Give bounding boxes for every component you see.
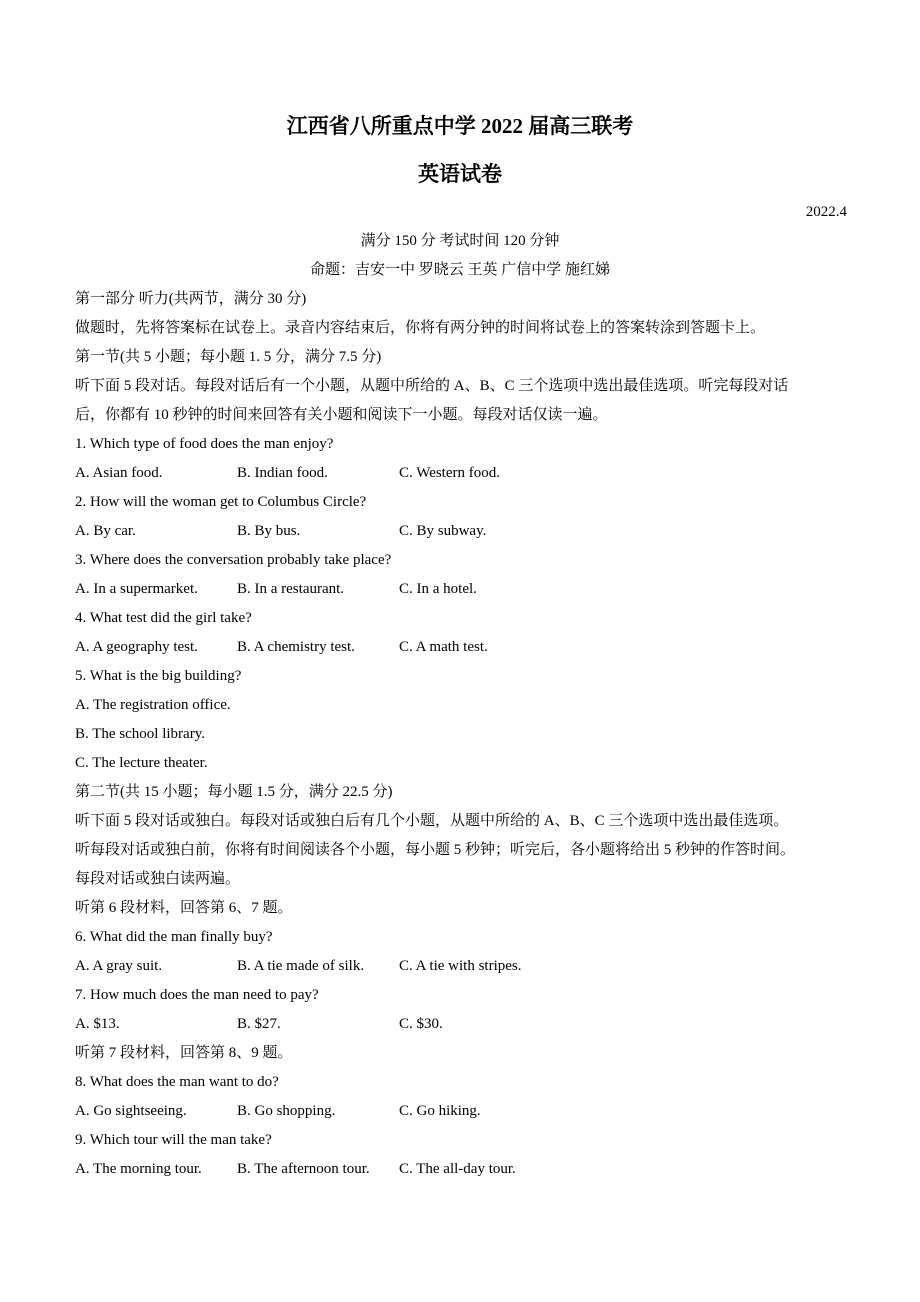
q8-option-a: A. Go sightseeing. bbox=[75, 1103, 187, 1119]
section1-heading: 第一节(共 5 小题；每小题 1. 5 分，满分 7.5 分) bbox=[75, 349, 382, 365]
section2-instruction-2: 听每段对话或独白前，你将有时间阅读各个小题，每小题 5 秒钟；听完后，各小题将给出 5 秒钟的作答时间。 bbox=[75, 842, 796, 858]
question-2: 2. How will the woman get to Columbus Circle? bbox=[75, 494, 367, 510]
question-9: 9. Which tour will the man take? bbox=[75, 1132, 272, 1148]
q8-option-c: C. Go hiking. bbox=[399, 1103, 481, 1119]
q6-option-a: A. A gray suit. bbox=[75, 958, 163, 974]
material-6-note: 听第 6 段材料，回答第 6、7 题。 bbox=[75, 900, 293, 916]
q9-option-c: C. The all-day tour. bbox=[399, 1161, 516, 1177]
section1-instruction-2: 后，你都有 10 秒钟的时间来回答有关小题和阅读下一小题。每段对话仅读一遍。 bbox=[75, 407, 608, 423]
q3-option-c: C. In a hotel. bbox=[399, 581, 477, 597]
q1-option-c: C. Western food. bbox=[399, 465, 501, 481]
part1-instruction: 做题时，先将答案标在试卷上。录音内容结束后，你将有两分钟的时间将试卷上的答案转涂到答题卡上。 bbox=[75, 320, 766, 336]
exam-date: 2022.4 bbox=[805, 204, 847, 220]
q9-option-b: B. The afternoon tour. bbox=[237, 1161, 370, 1177]
exam-title: 江西省八所重点中学 2022 届高三联考 bbox=[286, 114, 634, 138]
section2-instruction-3: 每段对话或独白读两遍。 bbox=[75, 871, 241, 887]
question-4: 4. What test did the girl take? bbox=[75, 610, 252, 626]
q8-option-b: B. Go shopping. bbox=[237, 1103, 336, 1119]
q5-option-a: A. The registration office. bbox=[75, 697, 231, 713]
question-3: 3. Where does the conversation probably take place? bbox=[75, 552, 392, 568]
question-8: 8. What does the man want to do? bbox=[75, 1074, 279, 1090]
authors: 命题：吉安一中 罗晓云 王英 广信中学 施红娣 bbox=[309, 262, 610, 278]
q2-option-c: C. By subway. bbox=[399, 523, 487, 539]
q2-option-b: B. By bus. bbox=[237, 523, 301, 539]
material-7-note: 听第 7 段材料，回答第 8、9 题。 bbox=[75, 1045, 293, 1061]
q3-option-a: A. In a supermarket. bbox=[75, 581, 198, 597]
q6-option-c: C. A tie with stripes. bbox=[399, 958, 522, 974]
score-time: 满分 150 分 考试时间 120 分钟 bbox=[360, 233, 560, 249]
question-7: 7. How much does the man need to pay? bbox=[75, 987, 319, 1003]
subject-title: 英语试卷 bbox=[418, 162, 502, 186]
q4-option-b: B. A chemistry test. bbox=[237, 639, 355, 655]
question-1: 1. Which type of food does the man enjoy? bbox=[75, 436, 334, 452]
q7-option-a: A. $13. bbox=[75, 1016, 120, 1032]
q7-option-c: C. $30. bbox=[399, 1016, 443, 1032]
q6-option-b: B. A tie made of silk. bbox=[237, 958, 365, 974]
q1-option-a: A. Asian food. bbox=[75, 465, 163, 481]
question-6: 6. What did the man finally buy? bbox=[75, 929, 273, 945]
q9-option-a: A. The morning tour. bbox=[75, 1161, 202, 1177]
q1-option-b: B. Indian food. bbox=[237, 465, 328, 481]
q4-option-c: C. A math test. bbox=[399, 639, 488, 655]
q5-option-b: B. The school library. bbox=[75, 726, 205, 742]
q4-option-a: A. A geography test. bbox=[75, 639, 198, 655]
section2-instruction-1: 听下面 5 段对话或独白。每段对话或独白后有几个小题，从题中所给的 A、B、C 三个选项中选出最佳选项。 bbox=[75, 813, 789, 829]
q2-option-a: A. By car. bbox=[75, 523, 136, 539]
section2-heading: 第二节(共 15 小题；每小题 1.5 分，满分 22.5 分) bbox=[75, 784, 393, 800]
q5-option-c: C. The lecture theater. bbox=[75, 755, 208, 771]
q3-option-b: B. In a restaurant. bbox=[237, 581, 345, 597]
q7-option-b: B. $27. bbox=[237, 1016, 281, 1032]
part1-heading: 第一部分 听力(共两节，满分 30 分) bbox=[75, 291, 307, 307]
question-5: 5. What is the big building? bbox=[75, 668, 242, 684]
section1-instruction-1: 听下面 5 段对话。每段对话后有一个小题，从题中所给的 A、B、C 三个选项中选出最佳选项。听完每段对话 bbox=[75, 378, 789, 394]
